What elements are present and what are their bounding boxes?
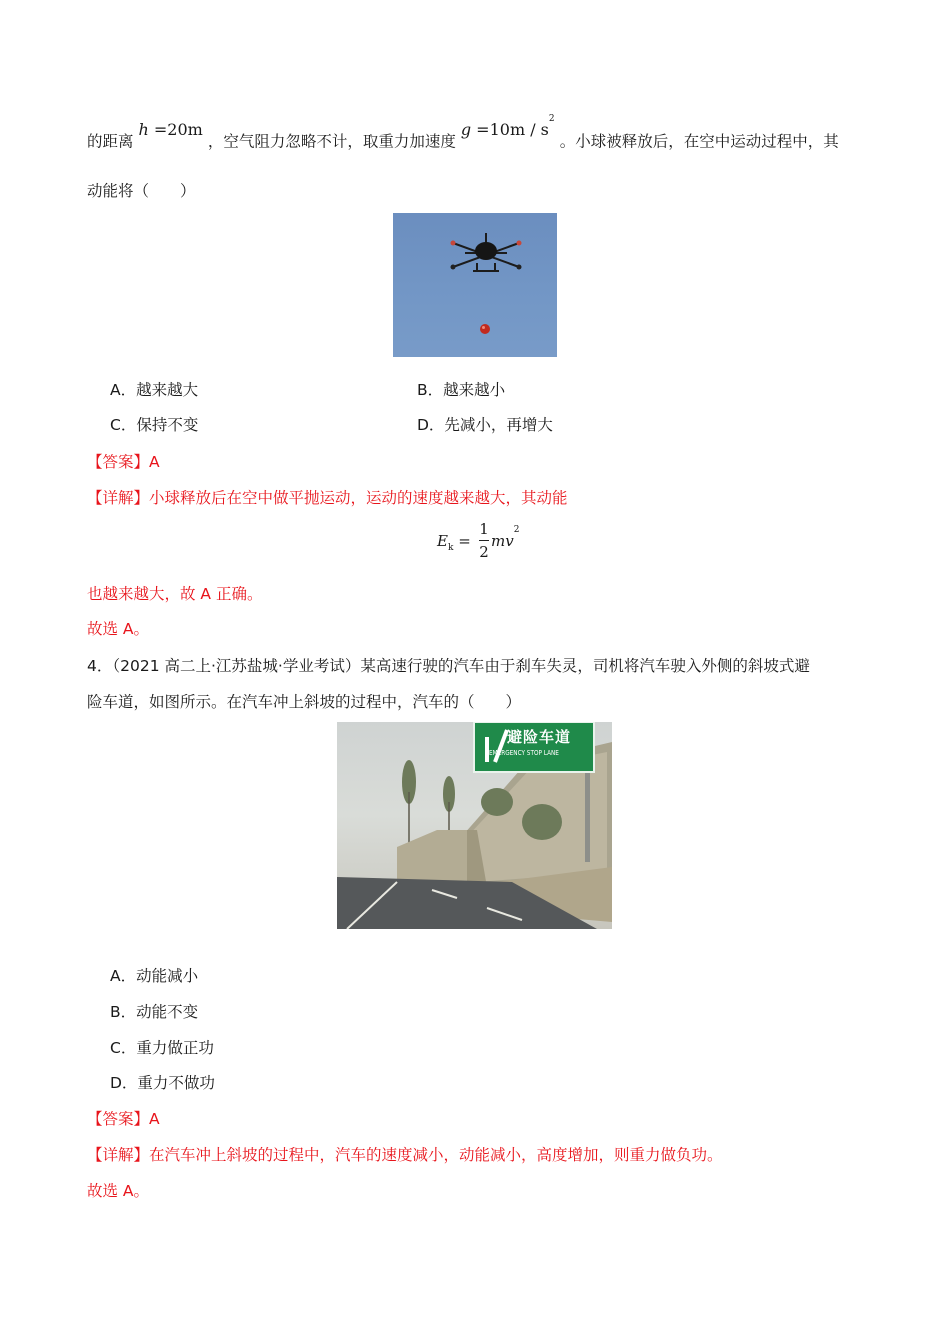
q3-answer: [87, 452, 160, 472]
fraction-bar: [479, 540, 489, 541]
q3-option-c[interactable]: C．保持不变: [110, 416, 199, 434]
formula-denominator: 2: [479, 543, 489, 561]
h-eq: =20m: [148, 120, 203, 140]
q4-option-b[interactable]: B．动能不变: [110, 1003, 199, 1021]
formula-eq: =: [453, 532, 471, 550]
answer-value: A: [149, 1110, 160, 1128]
q3-option-d[interactable]: D．先减小，再增大: [417, 416, 553, 434]
detail-text: 在汽车冲上斜坡的过程中，汽车的速度减小，动能减小，高度增加，则重力做负功。: [149, 1146, 723, 1164]
q3-stem-line2: 动能将（ ）: [87, 182, 196, 200]
q3-conclusion: 也越来越大，故 A 正确。: [87, 585, 263, 603]
formula-mv: mv: [491, 532, 514, 550]
q3-stem-suffix: 。小球被释放后，在空中运动过程中，其: [559, 132, 839, 151]
q4-answer: [87, 1109, 160, 1129]
q3-option-b[interactable]: B．越来越小: [417, 381, 506, 399]
drone-photo: [393, 213, 557, 357]
g-exp: 2: [548, 114, 555, 124]
g-formula: [460, 114, 560, 140]
q4-option-a[interactable]: A．动能减小: [110, 967, 199, 985]
q4-option-c[interactable]: C．重力做正功: [110, 1039, 214, 1057]
detail-tag: 【详解】: [87, 489, 150, 507]
h-formula: [138, 120, 207, 139]
q3-stem-mid: ，空气阻力忽略不计，取重力加速度: [207, 132, 456, 151]
formula-rhs: [491, 525, 520, 550]
formula-e: E: [437, 532, 448, 550]
q3-choose: 故选 A。: [87, 620, 150, 638]
detail-tag: 【详解】: [87, 1146, 150, 1164]
detail-text: 小球释放后在空中做平抛运动，运动的速度越来越大，其动能: [149, 489, 568, 507]
formula-lhs: [437, 532, 471, 553]
g-eq: =10m / s: [471, 120, 549, 140]
h-var: h: [138, 120, 149, 140]
q3-detail: [87, 488, 568, 508]
drone-illustration: [393, 213, 557, 357]
q4-option-d[interactable]: D．重力不做功: [110, 1074, 215, 1092]
q3-stem-prefix: 的距离: [87, 132, 134, 151]
emergency-lane-illustration: [337, 722, 612, 929]
formula-numerator: 1: [479, 520, 489, 538]
answer-value: A: [149, 453, 160, 471]
q3-stem-line1: [87, 114, 839, 151]
answer-tag: 【答案】: [87, 453, 150, 471]
sign-text-en: EMERGENCY STOP LANE: [489, 749, 559, 757]
formula-k: k: [447, 543, 454, 553]
g-var: g: [460, 120, 472, 140]
answer-tag: 【答案】: [87, 1110, 150, 1128]
formula-exp: 2: [513, 525, 520, 535]
q4-detail: [87, 1145, 723, 1165]
q4-choose: 故选 A。: [87, 1182, 150, 1200]
q4-stem-line2: 险车道，如图所示。在汽车冲上斜坡的过程中，汽车的（ ）: [87, 693, 522, 711]
emergency-lane-photo: [337, 722, 612, 929]
sign-text-cn: 避险车道: [507, 728, 572, 746]
q3-option-a[interactable]: A．越来越大: [110, 381, 199, 399]
q4-stem-line1: 4．（2021 高二上·江苏盐城·学业考试）某高速行驶的汽车由于刹车失灵，司机将汽车驶入外侧的斜坡式避: [87, 657, 810, 675]
kinetic-energy-formula: [437, 518, 527, 564]
